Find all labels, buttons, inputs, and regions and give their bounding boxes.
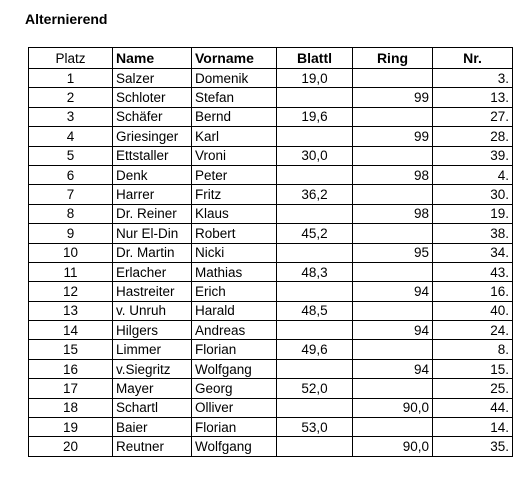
cell-nr: 4.: [433, 165, 513, 184]
table-row: [29, 321, 513, 340]
header-ring: Ring: [353, 48, 433, 69]
cell-ring: [353, 379, 433, 398]
cell-vorname: Vroni: [192, 146, 277, 165]
cell-nr: 13.: [433, 88, 513, 107]
cell-nr: 16.: [433, 282, 513, 301]
cell-vorname: Florian: [192, 340, 277, 359]
cell-blattl: [277, 243, 353, 262]
cell-blattl: [277, 88, 353, 107]
cell-blattl: 36,2: [277, 185, 353, 204]
cell-blattl: 52,0: [277, 379, 353, 398]
table-row: [29, 398, 513, 417]
table-row: [29, 437, 513, 456]
cell-platz: 13: [29, 301, 113, 320]
cell-platz: 3: [29, 107, 113, 126]
cell-vorname: Harald: [192, 301, 277, 320]
cell-ring: [353, 69, 433, 88]
cell-blattl: [277, 127, 353, 146]
cell-name: Schartl: [113, 398, 192, 417]
cell-nr: 43.: [433, 262, 513, 281]
cell-ring: 95: [353, 243, 433, 262]
cell-platz: 4: [29, 127, 113, 146]
cell-vorname: Stefan: [192, 88, 277, 107]
cell-nr: 30.: [433, 185, 513, 204]
header-blattl: Blattl: [277, 48, 353, 69]
table-row: [29, 88, 513, 107]
cell-ring: [353, 185, 433, 204]
cell-blattl: [277, 282, 353, 301]
cell-nr: 38.: [433, 224, 513, 243]
cell-ring: 99: [353, 127, 433, 146]
cell-ring: [353, 301, 433, 320]
cell-ring: 94: [353, 321, 433, 340]
cell-nr: 15.: [433, 359, 513, 378]
cell-vorname: Robert: [192, 224, 277, 243]
cell-blattl: 45,2: [277, 224, 353, 243]
cell-ring: [353, 146, 433, 165]
cell-blattl: 48,5: [277, 301, 353, 320]
cell-ring: 90,0: [353, 398, 433, 417]
cell-vorname: Wolfgang: [192, 359, 277, 378]
cell-ring: 98: [353, 204, 433, 223]
table-row: [29, 107, 513, 126]
table-row: [29, 204, 513, 223]
cell-vorname: Erich: [192, 282, 277, 301]
cell-name: Hilgers: [113, 321, 192, 340]
cell-vorname: Nicki: [192, 243, 277, 262]
cell-vorname: Karl: [192, 127, 277, 146]
cell-vorname: Georg: [192, 379, 277, 398]
cell-vorname: Florian: [192, 418, 277, 437]
cell-name: Limmer: [113, 340, 192, 359]
cell-name: Denk: [113, 165, 192, 184]
table-row: [29, 359, 513, 378]
table-row: [29, 127, 513, 146]
cell-vorname: Olliver: [192, 398, 277, 417]
cell-nr: 28.: [433, 127, 513, 146]
cell-name: Nur El-Din: [113, 224, 192, 243]
cell-platz: 5: [29, 146, 113, 165]
cell-platz: 10: [29, 243, 113, 262]
cell-nr: 25.: [433, 379, 513, 398]
cell-nr: 40.: [433, 301, 513, 320]
cell-vorname: Domenik: [192, 69, 277, 88]
table-body: [29, 69, 513, 457]
cell-blattl: [277, 321, 353, 340]
cell-platz: 14: [29, 321, 113, 340]
table-row: [29, 165, 513, 184]
table-header-row: [29, 48, 513, 69]
cell-ring: 90,0: [353, 437, 433, 456]
table-row: [29, 69, 513, 88]
cell-name: v.Siegritz: [113, 359, 192, 378]
header-platz: Platz: [29, 48, 113, 69]
cell-name: v. Unruh: [113, 301, 192, 320]
cell-platz: 19: [29, 418, 113, 437]
results-table: [28, 47, 513, 457]
table-row: [29, 379, 513, 398]
cell-nr: 24.: [433, 321, 513, 340]
table-row: [29, 224, 513, 243]
cell-ring: [353, 418, 433, 437]
cell-vorname: Fritz: [192, 185, 277, 204]
cell-platz: 18: [29, 398, 113, 417]
cell-ring: [353, 107, 433, 126]
cell-vorname: Klaus: [192, 204, 277, 223]
cell-name: Harrer: [113, 185, 192, 204]
cell-name: Schloter: [113, 88, 192, 107]
cell-platz: 7: [29, 185, 113, 204]
table-row: [29, 418, 513, 437]
cell-vorname: Mathias: [192, 262, 277, 281]
cell-nr: 34.: [433, 243, 513, 262]
cell-name: Dr. Martin: [113, 243, 192, 262]
cell-blattl: [277, 165, 353, 184]
cell-nr: 8.: [433, 340, 513, 359]
cell-platz: 8: [29, 204, 113, 223]
table-row: [29, 185, 513, 204]
header-name: Name: [113, 48, 192, 69]
cell-blattl: 19,6: [277, 107, 353, 126]
cell-name: Hastreiter: [113, 282, 192, 301]
cell-name: Schäfer: [113, 107, 192, 126]
cell-blattl: 30,0: [277, 146, 353, 165]
table-row: [29, 340, 513, 359]
cell-name: Baier: [113, 418, 192, 437]
cell-platz: 11: [29, 262, 113, 281]
cell-blattl: [277, 437, 353, 456]
cell-vorname: Bernd: [192, 107, 277, 126]
cell-platz: 6: [29, 165, 113, 184]
table-row: [29, 262, 513, 281]
table-row: [29, 146, 513, 165]
cell-nr: 27.: [433, 107, 513, 126]
cell-ring: 94: [353, 359, 433, 378]
cell-ring: [353, 262, 433, 281]
cell-ring: 98: [353, 165, 433, 184]
cell-name: Griesinger: [113, 127, 192, 146]
cell-ring: 99: [353, 88, 433, 107]
cell-ring: [353, 224, 433, 243]
cell-platz: 20: [29, 437, 113, 456]
cell-name: Dr. Reiner: [113, 204, 192, 223]
cell-nr: 19.: [433, 204, 513, 223]
cell-blattl: 48,3: [277, 262, 353, 281]
cell-platz: 9: [29, 224, 113, 243]
cell-name: Ettstaller: [113, 146, 192, 165]
cell-platz: 15: [29, 340, 113, 359]
cell-name: Mayer: [113, 379, 192, 398]
cell-platz: 17: [29, 379, 113, 398]
table-row: [29, 301, 513, 320]
page-title: Alternierend: [25, 11, 108, 27]
cell-nr: 39.: [433, 146, 513, 165]
cell-vorname: Wolfgang: [192, 437, 277, 456]
header-vorname: Vorname: [192, 48, 277, 69]
cell-platz: 1: [29, 69, 113, 88]
cell-nr: 44.: [433, 398, 513, 417]
cell-ring: 94: [353, 282, 433, 301]
cell-vorname: Peter: [192, 165, 277, 184]
cell-blattl: 53,0: [277, 418, 353, 437]
cell-vorname: Andreas: [192, 321, 277, 340]
header-nr: Nr.: [433, 48, 513, 69]
cell-blattl: [277, 398, 353, 417]
cell-nr: 3.: [433, 69, 513, 88]
cell-nr: 14.: [433, 418, 513, 437]
cell-blattl: [277, 204, 353, 223]
cell-platz: 2: [29, 88, 113, 107]
cell-platz: 12: [29, 282, 113, 301]
cell-name: Erlacher: [113, 262, 192, 281]
cell-nr: 35.: [433, 437, 513, 456]
cell-blattl: [277, 359, 353, 378]
table-row: [29, 243, 513, 262]
table-row: [29, 282, 513, 301]
cell-blattl: 49,6: [277, 340, 353, 359]
cell-ring: [353, 340, 433, 359]
cell-name: Reutner: [113, 437, 192, 456]
cell-blattl: 19,0: [277, 69, 353, 88]
cell-platz: 16: [29, 359, 113, 378]
cell-name: Salzer: [113, 69, 192, 88]
